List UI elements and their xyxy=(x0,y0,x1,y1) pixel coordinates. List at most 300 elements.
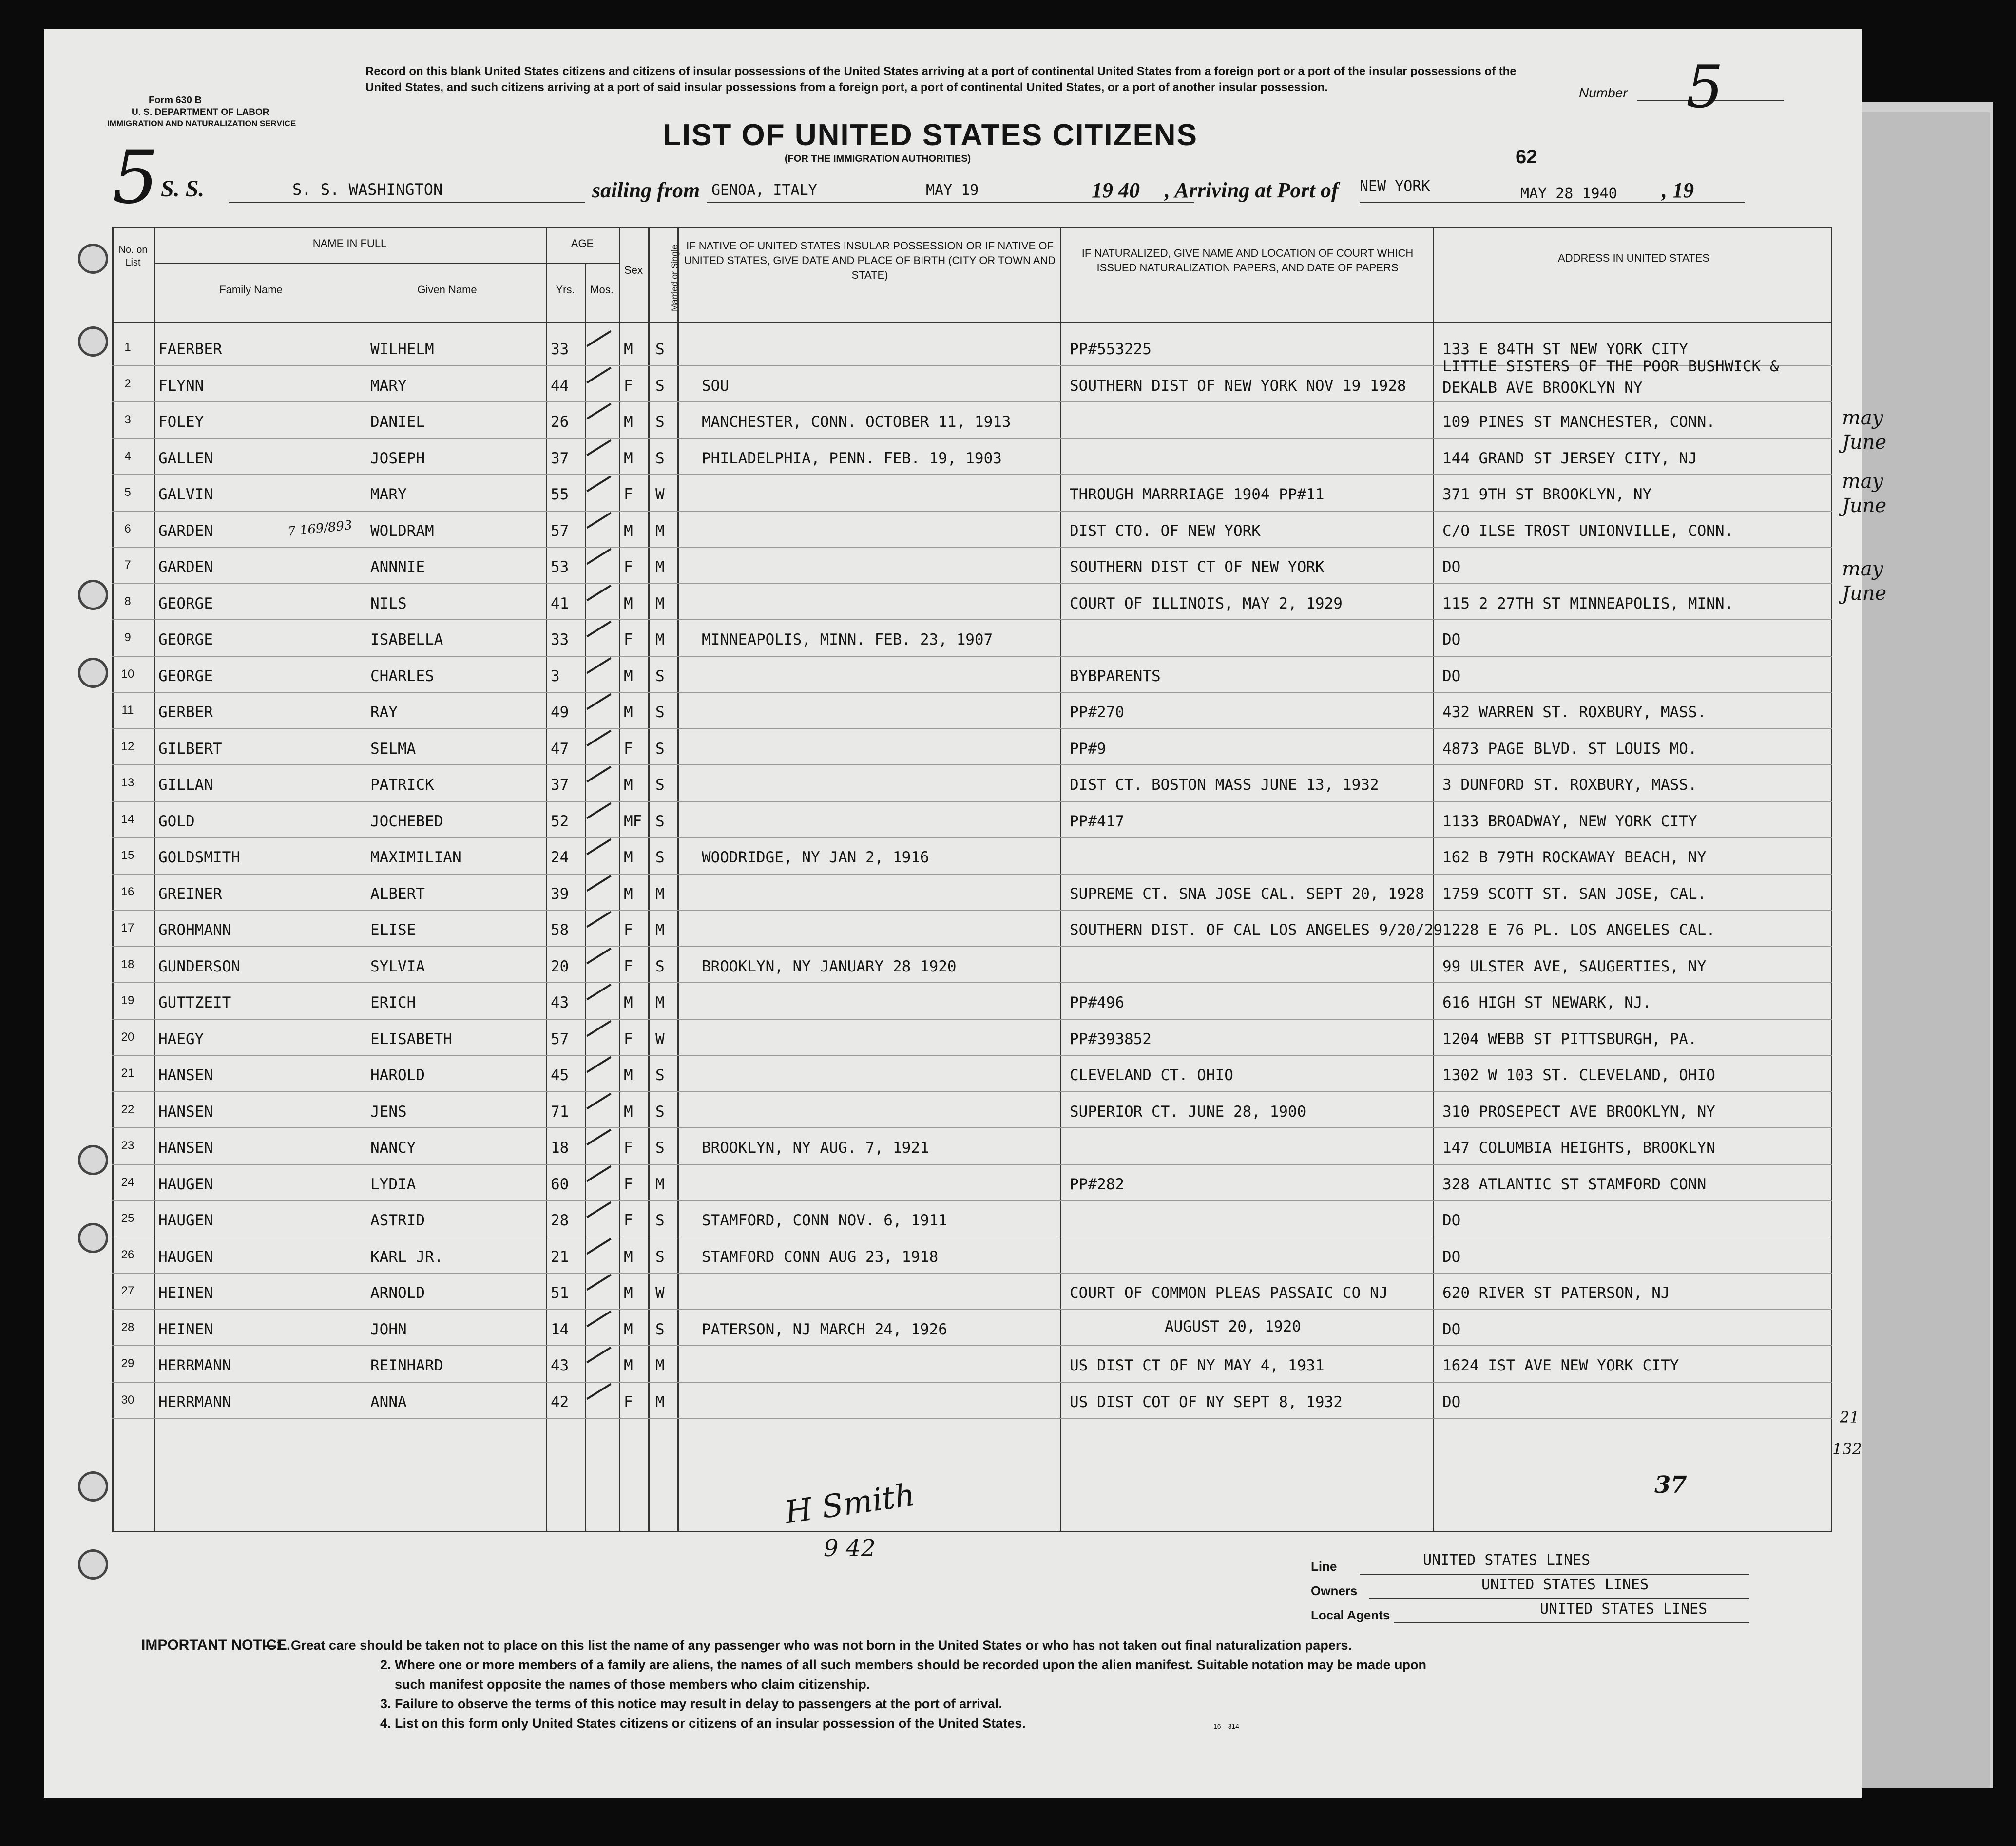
row-nat: COURT OF ILLINOIS, MAY 2, 1929 xyxy=(1070,594,1343,612)
binder-hole xyxy=(78,1145,108,1175)
row-given: ASTRID xyxy=(370,1212,425,1229)
binder-hole xyxy=(78,1471,108,1502)
row-family: HAUGEN xyxy=(158,1175,213,1193)
row-given: SYLVIA xyxy=(370,957,425,975)
row-addr: 432 WARREN ST. ROXBURY, MASS. xyxy=(1442,704,1707,721)
margin-note: may xyxy=(1842,407,1883,429)
department: U. S. DEPARTMENT OF LABOR xyxy=(132,107,269,117)
row-addr: 3 DUNFORD ST. ROXBURY, MASS. xyxy=(1442,776,1697,794)
row-ms: M xyxy=(655,1357,665,1374)
row-rule xyxy=(112,764,1832,765)
col-rule xyxy=(154,227,155,1532)
row-yrs: 57 xyxy=(551,1030,569,1048)
row-yrs: 58 xyxy=(551,921,569,939)
row-no: 10 xyxy=(121,667,134,681)
row-addr: 147 COLUMBIA HEIGHTS, BROOKLYN xyxy=(1442,1139,1715,1157)
row-ms: S xyxy=(655,1139,665,1157)
row-no: 4 xyxy=(124,449,131,463)
form-id: Form 630 B xyxy=(149,95,202,106)
margin-note: may xyxy=(1842,470,1883,493)
col-header-birth: IF NATIVE OF UNITED STATES INSULAR POSSESSION OR IF NATIVE OF UNITED STATES, GIVE DATE AND PLACE OF BIRTH (CITY OR TOWN AND STATE) xyxy=(684,240,1056,281)
row-yrs: 57 xyxy=(551,522,569,540)
row-addr: 1759 SCOTT ST. SAN JOSE, CAL. xyxy=(1442,885,1707,903)
ss-line xyxy=(229,202,585,203)
row-sex: M xyxy=(624,1357,633,1374)
agents-rule xyxy=(1394,1622,1749,1623)
row-birth: SOU xyxy=(702,377,729,395)
row-family: HEINEN xyxy=(158,1284,213,1302)
arriving-label: , Arriving at Port of xyxy=(1165,178,1339,202)
row-addr: 162 B 79TH ROCKAWAY BEACH, NY xyxy=(1442,849,1707,866)
row-rule xyxy=(112,946,1832,947)
row-no: 12 xyxy=(121,740,134,753)
row-given: JOCHEBED xyxy=(370,812,443,830)
row-ms: S xyxy=(655,1103,665,1121)
row-given: ALBERT xyxy=(370,885,425,903)
row-rule xyxy=(112,401,1832,402)
notice-1: —1. Great care should be taken not to place on this list the name of any passenger who was not born in the United States or who has not taken out final naturalization papers. xyxy=(263,1638,1352,1653)
sailing-year: 19 40 xyxy=(1092,178,1140,202)
row-yrs: 47 xyxy=(551,740,569,758)
margin-number: 132 xyxy=(1832,1440,1862,1458)
row-no: 5 xyxy=(124,486,131,499)
col-header-family: Family Name xyxy=(219,284,283,296)
row-sex: M xyxy=(624,776,633,794)
row-yrs: 33 xyxy=(551,631,569,648)
header-bottom-rule xyxy=(112,322,1832,323)
row-given: NILS xyxy=(370,594,407,612)
binder-hole xyxy=(78,1223,108,1253)
row-ms: M xyxy=(655,594,665,612)
row-yrs: 45 xyxy=(551,1066,569,1084)
row-nat: SOUTHERN DIST CT OF NEW YORK xyxy=(1070,558,1325,576)
col-rule xyxy=(585,263,586,1532)
row-rule xyxy=(112,1055,1832,1056)
row-addr: 371 9TH ST BROOKLYN, NY xyxy=(1442,486,1652,503)
row-given: ELISE xyxy=(370,921,416,939)
row-given: ANNNIE xyxy=(370,558,425,576)
row-ms: M xyxy=(655,522,665,540)
row-yrs: 21 xyxy=(551,1248,569,1266)
row-rule xyxy=(112,692,1832,693)
row-addr: DO xyxy=(1442,1393,1461,1411)
row-no: 30 xyxy=(121,1393,134,1407)
row-yrs: 52 xyxy=(551,812,569,830)
row-ms: S xyxy=(655,740,665,758)
form-subtitle: (FOR THE IMMIGRATION AUTHORITIES) xyxy=(785,153,971,164)
row-family: GERBER xyxy=(158,704,213,721)
row-no: 14 xyxy=(121,812,134,826)
col-header-sex: Sex xyxy=(624,264,643,276)
row-ms: S xyxy=(655,776,665,794)
row-nat: SUPERIOR CT. JUNE 28, 1900 xyxy=(1070,1103,1306,1121)
row-sex: M xyxy=(624,1248,633,1266)
col-header-yrs: Yrs. xyxy=(556,284,575,296)
row6-annotation: 7 169/893 xyxy=(287,518,353,539)
row-given: HAROLD xyxy=(370,1066,425,1084)
row-yrs: 20 xyxy=(551,957,569,975)
row-family: GREINER xyxy=(158,885,222,903)
form-code: 16—314 xyxy=(1213,1722,1239,1730)
ss-label: S. S. xyxy=(161,176,205,202)
row-no: 22 xyxy=(121,1103,134,1116)
row-rule xyxy=(112,1382,1832,1383)
row-ms: S xyxy=(655,341,665,358)
row-yrs: 3 xyxy=(551,667,560,685)
row-given: ISABELLA xyxy=(370,631,443,648)
row-family: GEORGE xyxy=(158,667,213,685)
row-nat: CLEVELAND CT. OHIO xyxy=(1070,1066,1233,1084)
row-nat: PP#496 xyxy=(1070,994,1124,1011)
row-family: HAUGEN xyxy=(158,1248,213,1266)
row-given: CHARLES xyxy=(370,667,434,685)
row-birth: MINNEAPOLIS, MINN. FEB. 23, 1907 xyxy=(702,631,993,648)
binder-hole xyxy=(78,658,108,688)
row-family: GILBERT xyxy=(158,740,222,758)
row-yrs: 51 xyxy=(551,1284,569,1302)
row-nat: PP#282 xyxy=(1070,1175,1124,1193)
row-no: 9 xyxy=(124,631,131,644)
row-sex: F xyxy=(624,1175,633,1193)
col-header-address: ADDRESS IN UNITED STATES xyxy=(1558,252,1709,264)
margin-note: June xyxy=(1842,495,1887,517)
row-nat: DIST CT. BOSTON MASS JUNE 13, 1932 xyxy=(1070,776,1379,794)
row-given: ARNOLD xyxy=(370,1284,425,1302)
arriving-value: NEW YORK xyxy=(1360,178,1430,195)
row-yrs: 39 xyxy=(551,885,569,903)
row-sex: M xyxy=(624,885,633,903)
row-nat: PP#270 xyxy=(1070,704,1124,721)
row-sex: M xyxy=(624,994,633,1011)
row-sex: F xyxy=(624,558,633,576)
col-rule xyxy=(546,227,547,1532)
margin-note: June xyxy=(1842,431,1887,454)
row-family: HANSEN xyxy=(158,1066,213,1084)
margin-number: 21 xyxy=(1840,1408,1860,1427)
col-header-naturalized: IF NATURALIZED, GIVE NAME AND LOCATION OF COURT WHICH ISSUED NATURALIZATION PAPERS, AND DATE OF PAPERS xyxy=(1081,247,1414,274)
row-family: HANSEN xyxy=(158,1139,213,1157)
row-addr: DO xyxy=(1442,1212,1461,1229)
number-label: Number xyxy=(1579,85,1628,100)
row-nat: DIST CTO. OF NEW YORK xyxy=(1070,522,1261,540)
arriving-date: MAY 28 1940 xyxy=(1520,185,1617,202)
col-header-age: AGE xyxy=(571,237,594,249)
row-given: ANNA xyxy=(370,1393,407,1411)
row-birth: BROOKLYN, NY JANUARY 28 1920 xyxy=(702,957,957,975)
row-addr: DO xyxy=(1442,667,1461,685)
page-number: 62 xyxy=(1516,146,1537,168)
row-sex: M xyxy=(624,1103,633,1121)
row-rule xyxy=(112,1200,1832,1201)
row-addr: 1204 WEBB ST PITTSBURGH, PA. xyxy=(1442,1030,1697,1048)
row-given: MAXIMILIAN xyxy=(370,849,461,866)
row-no: 24 xyxy=(121,1175,134,1189)
row-rule xyxy=(112,982,1832,983)
row-yrs: 41 xyxy=(551,594,569,612)
row-rule xyxy=(112,1164,1832,1165)
row-ms: M xyxy=(655,921,665,939)
row-no: 13 xyxy=(121,776,134,789)
row-ms: S xyxy=(655,957,665,975)
line-value: UNITED STATES LINES xyxy=(1423,1552,1591,1569)
row-addr: DO xyxy=(1442,1320,1461,1338)
binder-hole xyxy=(78,326,108,357)
row-addr: 144 GRAND ST JERSEY CITY, NJ xyxy=(1442,449,1697,467)
row-given: RAY xyxy=(370,704,398,721)
row-ms: S xyxy=(655,667,665,685)
row-addr: 310 PROSEPECT AVE BROOKLYN, NY xyxy=(1442,1103,1715,1121)
row-sex: F xyxy=(624,1030,633,1048)
row-given: DANIEL xyxy=(370,413,425,431)
ss-value: S. S. WASHINGTON xyxy=(292,180,443,199)
col-rule xyxy=(1060,227,1061,1532)
row-yrs: 43 xyxy=(551,1357,569,1374)
row-addr: 616 HIGH ST NEWARK, NJ. xyxy=(1442,994,1652,1011)
row-addr: 99 ULSTER AVE, SAUGERTIES, NY xyxy=(1442,957,1707,975)
row-sex: M xyxy=(624,1320,633,1338)
row-yrs: 71 xyxy=(551,1103,569,1121)
row-no: 11 xyxy=(121,704,134,717)
age-sub-rule xyxy=(546,263,619,264)
row-birth: MANCHESTER, CONN. OCTOBER 11, 1913 xyxy=(702,413,1011,431)
row-family: HANSEN xyxy=(158,1103,213,1121)
row-rule xyxy=(112,619,1832,620)
row-rule xyxy=(112,837,1832,838)
row-addr: 1228 E 76 PL. LOS ANGELES CAL. xyxy=(1442,921,1715,939)
row-no: 6 xyxy=(124,522,131,535)
row-given: JOHN xyxy=(370,1320,407,1338)
col-header-no: No. on List xyxy=(118,245,148,268)
row-no: 7 xyxy=(124,558,131,571)
row-nat: PP#553225 xyxy=(1070,341,1152,358)
row-yrs: 43 xyxy=(551,994,569,1011)
row-yrs: 24 xyxy=(551,849,569,866)
row-rule xyxy=(112,728,1832,729)
col-rule xyxy=(648,227,650,1532)
row-no: 8 xyxy=(124,594,131,608)
row-family: GOLD xyxy=(158,812,195,830)
row-nat: US DIST CT OF NY MAY 4, 1931 xyxy=(1070,1357,1325,1374)
service: IMMIGRATION AND NATURALIZATION SERVICE xyxy=(107,119,296,128)
row-addr: 109 PINES ST MANCHESTER, CONN. xyxy=(1442,413,1715,431)
col-rule xyxy=(1433,227,1434,1532)
row-yrs: 44 xyxy=(551,377,569,395)
row-addr: DO xyxy=(1442,1248,1461,1266)
row-addr: 1624 IST AVE NEW YORK CITY xyxy=(1442,1357,1679,1374)
row-addr: 620 RIVER ST PATERSON, NJ xyxy=(1442,1284,1670,1302)
row-ms: W xyxy=(655,1284,665,1302)
row-family: GUTTZEIT xyxy=(158,994,231,1011)
line-label: Line xyxy=(1311,1559,1337,1574)
row-birth: STAMFORD, CONN NOV. 6, 1911 xyxy=(702,1212,947,1229)
row-yrs: 37 xyxy=(551,449,569,467)
row-family: HERRMANN xyxy=(158,1357,231,1374)
row-rule xyxy=(112,474,1832,475)
row-given: WILHELM xyxy=(370,341,434,358)
row-yrs: 28 xyxy=(551,1212,569,1229)
owners-value: UNITED STATES LINES xyxy=(1481,1576,1649,1593)
row-birth: PATERSON, NJ MARCH 24, 1926 xyxy=(702,1320,947,1338)
row-addr: 4873 PAGE BLVD. ST LOUIS MO. xyxy=(1442,740,1697,758)
row-given: LYDIA xyxy=(370,1175,416,1193)
row-sex: F xyxy=(624,377,633,395)
owners-rule xyxy=(1369,1598,1749,1599)
row-sex: M xyxy=(624,1284,633,1302)
binder-hole xyxy=(78,1549,108,1580)
row-nat: THROUGH MARRRIAGE 1904 PP#11 xyxy=(1070,486,1325,503)
row-given: NANCY xyxy=(370,1139,416,1157)
row-sex: F xyxy=(624,1393,633,1411)
row-ms: M xyxy=(655,885,665,903)
row-addr: 133 E 84TH ST NEW YORK CITY xyxy=(1442,341,1688,358)
row-sex: M xyxy=(624,449,633,467)
binder-hole xyxy=(78,580,108,610)
row-no: 1 xyxy=(124,341,131,354)
row-addr: 1302 W 103 ST. CLEVELAND, OHIO xyxy=(1442,1066,1715,1084)
row-family: HEINEN xyxy=(158,1320,213,1338)
line-rule xyxy=(1360,1574,1749,1575)
name-sub-rule xyxy=(154,263,546,264)
row-family: GOLDSMITH xyxy=(158,849,240,866)
row-rule xyxy=(112,1309,1832,1310)
row-no: 3 xyxy=(124,413,131,426)
sailing-value: GENOA, ITALY xyxy=(711,182,817,199)
row-yrs: 55 xyxy=(551,486,569,503)
nat27-date: AUGUST 20, 1920 xyxy=(1165,1318,1301,1335)
row-no: 27 xyxy=(121,1284,134,1297)
row-sex: M xyxy=(624,1066,633,1084)
row-addr: LITTLE SISTERS OF THE POOR BUSHWICK & DEKALB AVE BROOKLYN NY xyxy=(1442,357,1779,397)
row-sex: F xyxy=(624,921,633,939)
row-rule xyxy=(112,511,1832,512)
row-given: ERICH xyxy=(370,994,416,1011)
row-sex: M xyxy=(624,849,633,866)
row-family: GARDEN xyxy=(158,558,213,576)
margin-note: June xyxy=(1842,582,1887,605)
row-birth: BROOKLYN, NY AUG. 7, 1921 xyxy=(702,1139,929,1157)
row-family: HAUGEN xyxy=(158,1212,213,1229)
row-nat: SOUTHERN DIST OF NEW YORK NOV 19 1928 xyxy=(1070,377,1406,395)
row-yrs: 33 xyxy=(551,341,569,358)
row-yrs: 26 xyxy=(551,413,569,431)
row-ms: S xyxy=(655,1248,665,1266)
row-family: FAERBER xyxy=(158,341,222,358)
row-rule xyxy=(112,656,1832,657)
row-sex: M xyxy=(624,341,633,358)
owners-label: Owners xyxy=(1311,1583,1358,1598)
row-nat: COURT OF COMMON PLEAS PASSAIC CO NJ xyxy=(1070,1284,1388,1302)
row-family: FLYNN xyxy=(158,377,204,395)
row-rule xyxy=(112,438,1832,439)
row-yrs: 53 xyxy=(551,558,569,576)
row-rule xyxy=(112,547,1832,548)
row-given: WOLDRAM xyxy=(370,522,434,540)
col-rule xyxy=(677,227,679,1532)
row-no: 29 xyxy=(121,1357,134,1370)
row-nat: PP#393852 xyxy=(1070,1030,1152,1048)
col-header-given: Given Name xyxy=(417,284,477,296)
row-no: 21 xyxy=(121,1066,134,1080)
row-given: KARL JR. xyxy=(370,1248,443,1266)
row-sex: F xyxy=(624,1212,633,1229)
row-ms: W xyxy=(655,486,665,503)
row-nat: PP#417 xyxy=(1070,812,1124,830)
row-rule xyxy=(112,874,1832,875)
instructions: Record on this blank United States citizens and citizens of insular possessions of the United States arriving at a port of continental United States from a foreign port or a port of the insular possessions of the United States, and such citizens arriving at a port of said insular possessions from a foreign port, a port of continental United States, or a port of another insular possession. xyxy=(365,65,1517,94)
row-ms: W xyxy=(655,1030,665,1048)
row-rule xyxy=(112,801,1832,802)
row-no: 18 xyxy=(121,957,134,971)
row-nat: SOUTHERN DIST. OF CAL LOS ANGELES 9/20/29 xyxy=(1070,921,1443,939)
row-family: GALVIN xyxy=(158,486,213,503)
row-ms: M xyxy=(655,1393,665,1411)
row-given: JENS xyxy=(370,1103,407,1121)
row-no: 16 xyxy=(121,885,134,898)
row-no: 25 xyxy=(121,1212,134,1225)
row-ms: S xyxy=(655,413,665,431)
row-addr: 328 ATLANTIC ST STAMFORD CONN xyxy=(1442,1175,1707,1193)
col-header-mos: Mos. xyxy=(590,284,614,296)
row-family: GALLEN xyxy=(158,449,213,467)
row-sex: M xyxy=(624,594,633,612)
agents-label: Local Agents xyxy=(1311,1608,1390,1622)
row-rule xyxy=(112,1127,1832,1128)
col-header-name: NAME IN FULL xyxy=(312,237,387,249)
row-nat: BYBPARENTS xyxy=(1070,667,1161,685)
row-sex: F xyxy=(624,631,633,648)
row-yrs: 49 xyxy=(551,704,569,721)
sailing-label: sailing from xyxy=(592,178,700,202)
row-addr: C/O ILSE TROST UNIONVILLE, CONN. xyxy=(1442,522,1734,540)
row-birth: STAMFORD CONN AUG 23, 1918 xyxy=(702,1248,939,1266)
row-no: 26 xyxy=(121,1248,134,1261)
row-ms: M xyxy=(655,1175,665,1193)
row-addr: DO xyxy=(1442,558,1461,576)
notice-title: IMPORTANT NOTICE. xyxy=(141,1637,291,1653)
row-sex: F xyxy=(624,486,633,503)
col-rule xyxy=(619,227,620,1532)
left-margin-mark: 5 xyxy=(112,135,159,220)
notice-4: 4. List on this form only United States citizens or citizens of an insular possession of the United States. xyxy=(380,1716,1026,1731)
row-addr: 115 2 27TH ST MINNEAPOLIS, MINN. xyxy=(1442,594,1734,612)
sailing-date: MAY 19 xyxy=(926,182,979,199)
row-family: GEORGE xyxy=(158,631,213,648)
row-rule xyxy=(112,1418,1832,1419)
row-given: MARY xyxy=(370,486,407,503)
row-rule xyxy=(112,910,1832,911)
row-nat: SUPREME CT. SNA JOSE CAL. SEPT 20, 1928 xyxy=(1070,885,1424,903)
notice-2a: 2. Where one or more members of a family are aliens, the names of all such members should be recorded upon the alien manifest. Suitable notation may be made upon xyxy=(380,1657,1427,1672)
row-rule xyxy=(112,1091,1832,1092)
row-rule xyxy=(112,1345,1832,1346)
row-family: HAEGY xyxy=(158,1030,204,1048)
row-birth: PHILADELPHIA, PENN. FEB. 19, 1903 xyxy=(702,449,1002,467)
row-ms: S xyxy=(655,812,665,830)
row-yrs: 42 xyxy=(551,1393,569,1411)
row-no: 17 xyxy=(121,921,134,934)
row-nat: PP#9 xyxy=(1070,740,1106,758)
row-yrs: 18 xyxy=(551,1139,569,1157)
row-given: MARY xyxy=(370,377,407,395)
row-sex: MF xyxy=(624,812,642,830)
row-family: GARDEN xyxy=(158,522,213,540)
row-no: 28 xyxy=(121,1320,134,1334)
row-given: SELMA xyxy=(370,740,416,758)
row-addr: 1133 BROADWAY, NEW YORK CITY xyxy=(1442,812,1697,830)
row-sex: F xyxy=(624,1139,633,1157)
row-sex: M xyxy=(624,413,633,431)
row-ms: S xyxy=(655,704,665,721)
